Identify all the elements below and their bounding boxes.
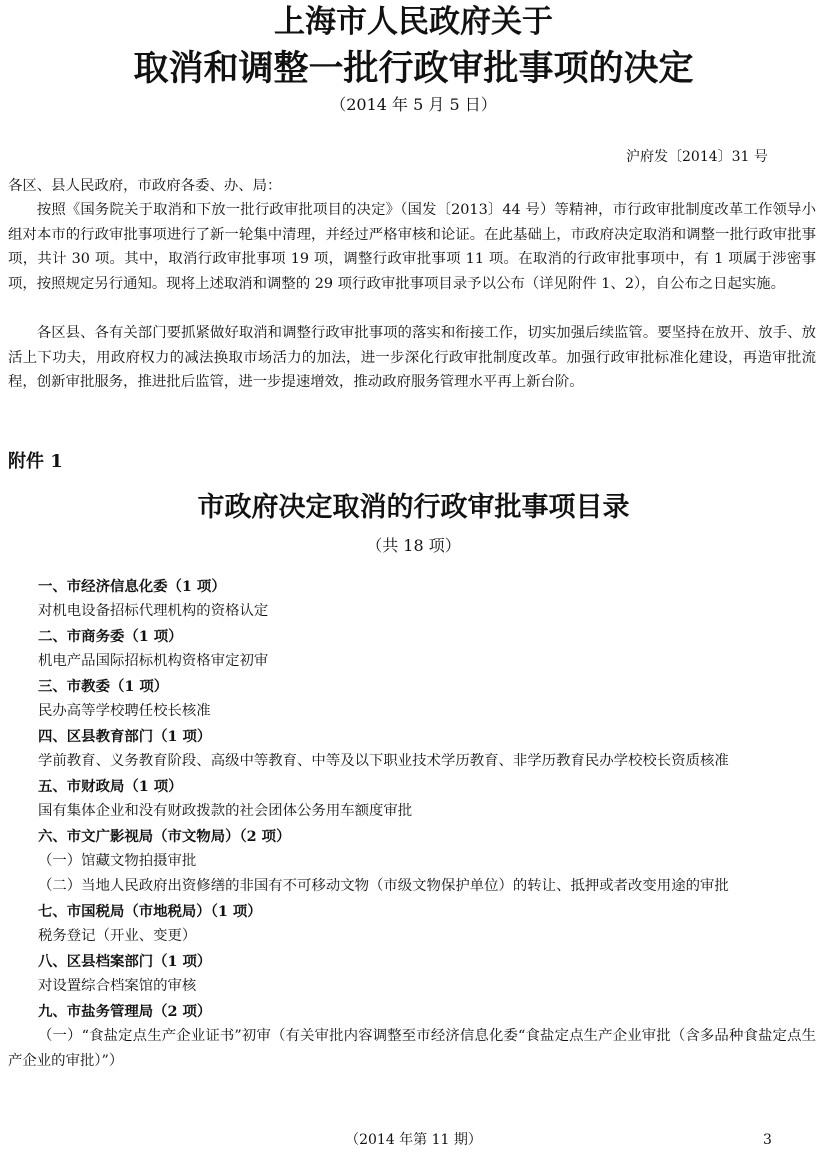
paragraph-text: 各区县、各有关部门要抓紧做好取消和调整行政审批事项的落实和衔接工作，切实加强后续监管。要坚持在放开、放手、放活上下功夫，用政府权力的减法换取市场活力的加法，进一步深化行政审批制度改革。加强行政审批标准化建设，再造审批流程，创新审批服务，推进批后监管，进一步提速增效，推动政府服务管理水平再上新台阶。 <box>8 325 816 391</box>
annex-item-count: （共 18 项） <box>366 536 461 555</box>
approval-item: （一）“食盐定点生产企业证书”初审（有关审批内容调整至市经济信息化委“食盐定点生产企业审批（含多品种食盐定点生产企业的审批）”） <box>8 1028 816 1069</box>
approval-item: （一）馆藏文物拍摄审批 <box>38 853 197 869</box>
document-number: 沪府发〔2014〕31 号 <box>626 149 768 165</box>
approval-item: （二）当地人民政府出资修缮的非国有不可移动文物（市级文物保护单位）的转让、抵押或者改变用途的审批 <box>38 878 729 894</box>
approval-item-list <box>8 574 816 1074</box>
annex-title: 市政府决定取消的行政审批事项目录 <box>197 492 630 523</box>
approval-item: 对机电设备招标代理机构的资格认定 <box>38 603 269 619</box>
page-number: 3 <box>763 1132 772 1148</box>
paragraph-text: 按照《国务院关于取消和下放一批行政审批项目的决定》（国发〔2013〕44 号）等精神，市行政审批制度改革工作领导小组对本市的行政审批事项进行了新一轮集中清理，并经过严格审核和论证。在此基础上，市政府决定取消和调整一批行政审批事项，共计 30 项。其中，取消行政审批事项 19 项，调整行政审批事项 11 项。在取消的行政审批事项中，有 1 项属于涉密事项，按照规定另行通知。现将上述取消和调整的 29 项行政审批事项目录予以公布（详见附件 1、2），自公布之日起实施。 <box>8 202 816 292</box>
approval-item: 对设置综合档案馆的审核 <box>38 978 197 994</box>
body-paragraph-1 <box>8 198 816 296</box>
salutation: 各区、县人民政府，市政府各委、办、局： <box>8 178 282 194</box>
department-heading: 九、市盐务管理局（2 项） <box>38 1003 212 1020</box>
annex-label: 附件 1 <box>8 451 63 472</box>
document-title-line1: 上海市人民政府关于 <box>274 4 553 40</box>
department-heading: 六、市文广影视局（市文物局）（2 项） <box>38 828 291 845</box>
approval-item: 国有集体企业和没有财政拨款的社会团体公务用车额度审批 <box>38 803 413 819</box>
department-heading: 一、市经济信息化委（1 项） <box>38 578 226 595</box>
document-date: （2014 年 5 月 5 日） <box>330 95 497 114</box>
approval-item: 机电产品国际招标机构资格审定初审 <box>38 653 269 669</box>
issue-number: （2014 年第 11 期） <box>345 1132 482 1148</box>
department-heading: 三、市教委（1 项） <box>38 678 169 695</box>
body-paragraph-2 <box>8 321 816 395</box>
department-heading: 七、市国税局（市地税局）（1 项） <box>38 903 262 920</box>
approval-item: 学前教育、义务教育阶段、高级中等教育、中等及以下职业技术学历教育、非学历教育民办学校校长资质核准 <box>38 753 729 769</box>
approval-item: 税务登记（开业、变更） <box>38 928 197 944</box>
department-heading: 八、区县档案部门（1 项） <box>38 953 212 970</box>
page-footer <box>0 1130 827 1150</box>
document-title-line2: 取消和调整一批行政审批事项的决定 <box>133 48 694 89</box>
approval-item: 民办高等学校聘任校长核准 <box>38 703 211 719</box>
department-heading: 五、市财政局（1 项） <box>38 778 183 795</box>
department-heading: 二、市商务委（1 项） <box>38 628 183 645</box>
department-heading: 四、区县教育部门（1 项） <box>38 728 212 745</box>
